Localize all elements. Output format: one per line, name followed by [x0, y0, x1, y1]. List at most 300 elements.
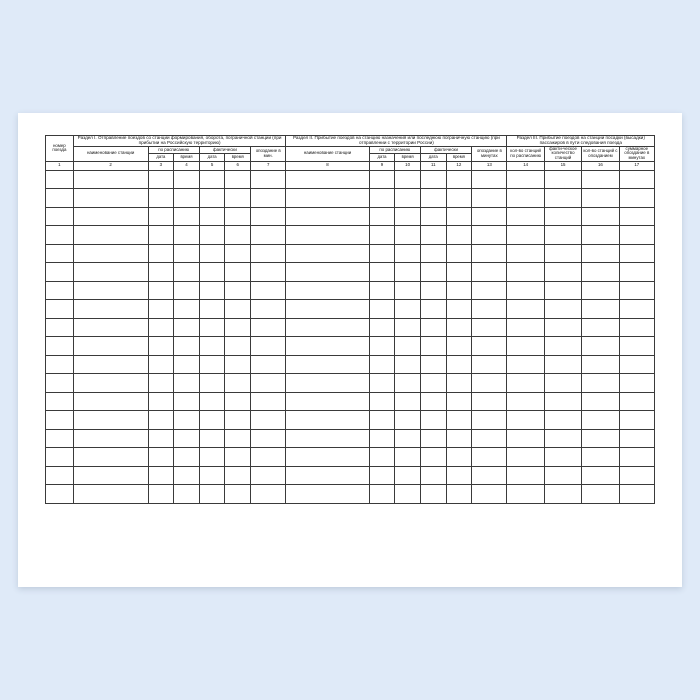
table-cell[interactable] [507, 244, 544, 263]
table-cell[interactable] [472, 244, 507, 263]
table-cell[interactable] [507, 374, 544, 393]
table-cell[interactable] [395, 207, 421, 226]
table-cell[interactable] [148, 411, 174, 430]
table-cell[interactable] [420, 207, 446, 226]
table-cell[interactable] [225, 189, 251, 208]
table-cell[interactable] [544, 392, 581, 411]
table-cell[interactable] [544, 263, 581, 282]
table-cell[interactable] [286, 189, 369, 208]
table-cell[interactable] [420, 411, 446, 430]
table-cell[interactable] [395, 244, 421, 263]
table-cell[interactable] [369, 170, 395, 189]
table-cell[interactable] [199, 318, 225, 337]
table-row[interactable] [46, 374, 655, 393]
table-cell[interactable] [507, 189, 544, 208]
table-cell[interactable] [507, 300, 544, 319]
table-cell[interactable] [507, 318, 544, 337]
table-cell[interactable] [619, 226, 654, 245]
table-cell[interactable] [582, 448, 619, 467]
table-cell[interactable] [472, 355, 507, 374]
table-cell[interactable] [148, 300, 174, 319]
table-row[interactable] [46, 226, 655, 245]
table-cell[interactable] [286, 429, 369, 448]
table-cell[interactable] [174, 281, 200, 300]
table-cell[interactable] [619, 355, 654, 374]
table-row[interactable] [46, 281, 655, 300]
table-cell[interactable] [446, 226, 472, 245]
table-cell[interactable] [199, 429, 225, 448]
table-cell[interactable] [472, 448, 507, 467]
table-cell[interactable] [507, 448, 544, 467]
table-cell[interactable] [544, 337, 581, 356]
table-cell[interactable] [472, 337, 507, 356]
table-cell[interactable] [544, 374, 581, 393]
table-cell[interactable] [446, 485, 472, 504]
table-cell[interactable] [225, 374, 251, 393]
table-cell[interactable] [251, 448, 286, 467]
table-cell[interactable] [73, 411, 148, 430]
table-cell[interactable] [148, 263, 174, 282]
table-cell[interactable] [544, 429, 581, 448]
table-cell[interactable] [582, 355, 619, 374]
table-cell[interactable] [46, 244, 74, 263]
table-cell[interactable] [174, 355, 200, 374]
table-cell[interactable] [507, 429, 544, 448]
table-cell[interactable] [472, 392, 507, 411]
table-cell[interactable] [286, 300, 369, 319]
table-cell[interactable] [369, 448, 395, 467]
table-cell[interactable] [582, 429, 619, 448]
table-row[interactable] [46, 429, 655, 448]
table-cell[interactable] [148, 281, 174, 300]
table-cell[interactable] [199, 466, 225, 485]
table-cell[interactable] [73, 189, 148, 208]
table-cell[interactable] [199, 300, 225, 319]
table-cell[interactable] [174, 429, 200, 448]
table-cell[interactable] [582, 485, 619, 504]
table-cell[interactable] [46, 170, 74, 189]
table-cell[interactable] [73, 281, 148, 300]
table-cell[interactable] [73, 263, 148, 282]
table-cell[interactable] [472, 300, 507, 319]
table-cell[interactable] [46, 411, 74, 430]
table-cell[interactable] [369, 337, 395, 356]
table-cell[interactable] [174, 318, 200, 337]
table-cell[interactable] [472, 281, 507, 300]
table-cell[interactable] [395, 448, 421, 467]
table-cell[interactable] [73, 355, 148, 374]
table-cell[interactable] [199, 392, 225, 411]
table-cell[interactable] [420, 300, 446, 319]
table-cell[interactable] [582, 411, 619, 430]
table-cell[interactable] [395, 226, 421, 245]
table-cell[interactable] [199, 485, 225, 504]
table-cell[interactable] [251, 411, 286, 430]
table-cell[interactable] [619, 300, 654, 319]
table-cell[interactable] [395, 318, 421, 337]
table-cell[interactable] [73, 466, 148, 485]
table-cell[interactable] [286, 466, 369, 485]
table-cell[interactable] [286, 374, 369, 393]
table-row[interactable] [46, 189, 655, 208]
table-cell[interactable] [225, 355, 251, 374]
table-cell[interactable] [225, 281, 251, 300]
table-cell[interactable] [395, 429, 421, 448]
table-cell[interactable] [507, 411, 544, 430]
table-cell[interactable] [251, 263, 286, 282]
table-cell[interactable] [174, 300, 200, 319]
table-cell[interactable] [148, 318, 174, 337]
table-cell[interactable] [46, 392, 74, 411]
table-cell[interactable] [369, 355, 395, 374]
table-cell[interactable] [286, 337, 369, 356]
table-cell[interactable] [446, 244, 472, 263]
table-cell[interactable] [73, 485, 148, 504]
table-row[interactable] [46, 244, 655, 263]
table-cell[interactable] [174, 207, 200, 226]
table-cell[interactable] [369, 207, 395, 226]
table-cell[interactable] [46, 281, 74, 300]
table-cell[interactable] [395, 392, 421, 411]
table-cell[interactable] [619, 485, 654, 504]
table-cell[interactable] [251, 318, 286, 337]
table-cell[interactable] [46, 300, 74, 319]
table-cell[interactable] [420, 374, 446, 393]
table-cell[interactable] [544, 411, 581, 430]
table-cell[interactable] [46, 337, 74, 356]
table-cell[interactable] [199, 448, 225, 467]
table-cell[interactable] [174, 226, 200, 245]
table-cell[interactable] [619, 392, 654, 411]
table-cell[interactable] [507, 170, 544, 189]
table-cell[interactable] [619, 170, 654, 189]
table-cell[interactable] [544, 244, 581, 263]
table-row[interactable] [46, 318, 655, 337]
table-cell[interactable] [619, 337, 654, 356]
table-cell[interactable] [472, 318, 507, 337]
table-cell[interactable] [199, 207, 225, 226]
table-cell[interactable] [148, 355, 174, 374]
table-cell[interactable] [251, 226, 286, 245]
table-cell[interactable] [225, 448, 251, 467]
table-cell[interactable] [446, 355, 472, 374]
table-cell[interactable] [544, 226, 581, 245]
table-cell[interactable] [225, 300, 251, 319]
table-row[interactable] [46, 300, 655, 319]
table-cell[interactable] [251, 429, 286, 448]
table-cell[interactable] [225, 411, 251, 430]
table-row[interactable] [46, 485, 655, 504]
table-cell[interactable] [619, 448, 654, 467]
table-cell[interactable] [544, 189, 581, 208]
table-cell[interactable] [395, 374, 421, 393]
table-cell[interactable] [619, 189, 654, 208]
table-cell[interactable] [174, 337, 200, 356]
table-cell[interactable] [472, 189, 507, 208]
table-cell[interactable] [46, 485, 74, 504]
table-cell[interactable] [582, 466, 619, 485]
table-cell[interactable] [174, 170, 200, 189]
table-cell[interactable] [251, 355, 286, 374]
table-cell[interactable] [446, 281, 472, 300]
table-cell[interactable] [472, 263, 507, 282]
table-cell[interactable] [472, 466, 507, 485]
table-cell[interactable] [251, 281, 286, 300]
table-cell[interactable] [544, 448, 581, 467]
table-cell[interactable] [225, 466, 251, 485]
table-row[interactable] [46, 448, 655, 467]
table-cell[interactable] [472, 411, 507, 430]
table-cell[interactable] [619, 263, 654, 282]
table-cell[interactable] [446, 207, 472, 226]
table-cell[interactable] [507, 263, 544, 282]
table-cell[interactable] [46, 207, 74, 226]
table-cell[interactable] [46, 448, 74, 467]
table-cell[interactable] [251, 337, 286, 356]
table-cell[interactable] [225, 318, 251, 337]
table-cell[interactable] [174, 411, 200, 430]
table-cell[interactable] [369, 189, 395, 208]
table-cell[interactable] [395, 411, 421, 430]
table-cell[interactable] [225, 337, 251, 356]
table-cell[interactable] [174, 485, 200, 504]
table-cell[interactable] [507, 485, 544, 504]
table-cell[interactable] [174, 448, 200, 467]
table-cell[interactable] [544, 466, 581, 485]
table-cell[interactable] [395, 485, 421, 504]
table-cell[interactable] [148, 170, 174, 189]
table-cell[interactable] [199, 355, 225, 374]
table-cell[interactable] [544, 207, 581, 226]
table-cell[interactable] [286, 207, 369, 226]
table-cell[interactable] [73, 300, 148, 319]
table-cell[interactable] [251, 189, 286, 208]
table-cell[interactable] [369, 226, 395, 245]
table-cell[interactable] [446, 337, 472, 356]
table-cell[interactable] [148, 337, 174, 356]
table-cell[interactable] [369, 429, 395, 448]
table-cell[interactable] [446, 189, 472, 208]
table-cell[interactable] [395, 337, 421, 356]
table-cell[interactable] [395, 300, 421, 319]
table-cell[interactable] [46, 226, 74, 245]
table-cell[interactable] [199, 337, 225, 356]
table-row[interactable] [46, 170, 655, 189]
table-cell[interactable] [507, 392, 544, 411]
table-row[interactable] [46, 411, 655, 430]
table-cell[interactable] [420, 263, 446, 282]
table-cell[interactable] [251, 170, 286, 189]
table-cell[interactable] [46, 374, 74, 393]
table-cell[interactable] [619, 466, 654, 485]
table-cell[interactable] [73, 226, 148, 245]
table-cell[interactable] [507, 337, 544, 356]
table-cell[interactable] [46, 263, 74, 282]
table-cell[interactable] [446, 392, 472, 411]
table-cell[interactable] [251, 207, 286, 226]
table-cell[interactable] [582, 170, 619, 189]
table-cell[interactable] [544, 170, 581, 189]
table-cell[interactable] [73, 318, 148, 337]
table-row[interactable] [46, 263, 655, 282]
table-cell[interactable] [369, 300, 395, 319]
table-cell[interactable] [420, 189, 446, 208]
table-cell[interactable] [472, 374, 507, 393]
table-cell[interactable] [507, 355, 544, 374]
table-cell[interactable] [544, 485, 581, 504]
table-cell[interactable] [46, 189, 74, 208]
table-cell[interactable] [582, 392, 619, 411]
table-cell[interactable] [420, 318, 446, 337]
table-cell[interactable] [251, 244, 286, 263]
table-cell[interactable] [225, 392, 251, 411]
table-cell[interactable] [446, 170, 472, 189]
table-cell[interactable] [369, 411, 395, 430]
table-cell[interactable] [446, 448, 472, 467]
table-cell[interactable] [619, 429, 654, 448]
table-cell[interactable] [286, 355, 369, 374]
table-cell[interactable] [369, 466, 395, 485]
table-cell[interactable] [148, 244, 174, 263]
table-cell[interactable] [148, 466, 174, 485]
table-cell[interactable] [420, 355, 446, 374]
table-cell[interactable] [286, 244, 369, 263]
table-cell[interactable] [507, 281, 544, 300]
table-cell[interactable] [472, 429, 507, 448]
table-cell[interactable] [507, 466, 544, 485]
table-cell[interactable] [446, 263, 472, 282]
table-cell[interactable] [73, 374, 148, 393]
table-cell[interactable] [251, 466, 286, 485]
table-cell[interactable] [369, 263, 395, 282]
table-cell[interactable] [395, 466, 421, 485]
table-cell[interactable] [148, 207, 174, 226]
table-cell[interactable] [420, 337, 446, 356]
table-cell[interactable] [286, 318, 369, 337]
table-cell[interactable] [472, 485, 507, 504]
table-cell[interactable] [199, 170, 225, 189]
table-cell[interactable] [286, 485, 369, 504]
table-cell[interactable] [420, 170, 446, 189]
table-cell[interactable] [472, 170, 507, 189]
table-cell[interactable] [582, 244, 619, 263]
table-cell[interactable] [225, 244, 251, 263]
table-cell[interactable] [148, 189, 174, 208]
table-cell[interactable] [446, 374, 472, 393]
table-cell[interactable] [582, 263, 619, 282]
table-cell[interactable] [395, 263, 421, 282]
table-cell[interactable] [507, 207, 544, 226]
table-cell[interactable] [420, 466, 446, 485]
table-cell[interactable] [73, 170, 148, 189]
table-cell[interactable] [395, 281, 421, 300]
table-cell[interactable] [446, 411, 472, 430]
table-cell[interactable] [369, 374, 395, 393]
table-cell[interactable] [369, 244, 395, 263]
table-cell[interactable] [446, 429, 472, 448]
table-cell[interactable] [446, 300, 472, 319]
table-cell[interactable] [174, 189, 200, 208]
table-cell[interactable] [251, 300, 286, 319]
table-cell[interactable] [225, 429, 251, 448]
table-cell[interactable] [73, 429, 148, 448]
table-cell[interactable] [73, 244, 148, 263]
table-cell[interactable] [369, 485, 395, 504]
table-row[interactable] [46, 466, 655, 485]
table-cell[interactable] [286, 411, 369, 430]
table-cell[interactable] [148, 226, 174, 245]
table-row[interactable] [46, 337, 655, 356]
table-cell[interactable] [420, 281, 446, 300]
table-cell[interactable] [395, 355, 421, 374]
table-cell[interactable] [582, 374, 619, 393]
table-cell[interactable] [544, 355, 581, 374]
table-cell[interactable] [395, 170, 421, 189]
table-cell[interactable] [199, 411, 225, 430]
table-cell[interactable] [544, 281, 581, 300]
table-cell[interactable] [46, 355, 74, 374]
table-cell[interactable] [369, 392, 395, 411]
table-cell[interactable] [73, 207, 148, 226]
table-cell[interactable] [582, 281, 619, 300]
table-cell[interactable] [369, 318, 395, 337]
table-cell[interactable] [619, 374, 654, 393]
table-cell[interactable] [225, 170, 251, 189]
table-cell[interactable] [286, 263, 369, 282]
table-cell[interactable] [174, 392, 200, 411]
table-cell[interactable] [199, 374, 225, 393]
table-cell[interactable] [148, 485, 174, 504]
table-cell[interactable] [619, 281, 654, 300]
table-cell[interactable] [472, 207, 507, 226]
table-cell[interactable] [199, 189, 225, 208]
table-cell[interactable] [472, 226, 507, 245]
table-cell[interactable] [420, 448, 446, 467]
table-cell[interactable] [225, 263, 251, 282]
table-row[interactable] [46, 207, 655, 226]
table-cell[interactable] [619, 244, 654, 263]
table-cell[interactable] [446, 318, 472, 337]
table-cell[interactable] [286, 448, 369, 467]
table-cell[interactable] [420, 244, 446, 263]
table-cell[interactable] [582, 207, 619, 226]
table-cell[interactable] [420, 392, 446, 411]
table-cell[interactable] [46, 318, 74, 337]
table-cell[interactable] [225, 485, 251, 504]
table-cell[interactable] [73, 337, 148, 356]
table-cell[interactable] [174, 244, 200, 263]
table-cell[interactable] [46, 466, 74, 485]
table-cell[interactable] [251, 485, 286, 504]
table-cell[interactable] [251, 392, 286, 411]
table-cell[interactable] [619, 318, 654, 337]
table-cell[interactable] [420, 485, 446, 504]
table-cell[interactable] [286, 281, 369, 300]
table-cell[interactable] [582, 337, 619, 356]
table-cell[interactable] [286, 170, 369, 189]
table-cell[interactable] [395, 189, 421, 208]
table-cell[interactable] [544, 300, 581, 319]
table-cell[interactable] [199, 244, 225, 263]
table-cell[interactable] [73, 392, 148, 411]
table-cell[interactable] [199, 263, 225, 282]
table-cell[interactable] [286, 392, 369, 411]
table-cell[interactable] [619, 207, 654, 226]
table-cell[interactable] [420, 429, 446, 448]
table-cell[interactable] [251, 374, 286, 393]
table-cell[interactable] [199, 281, 225, 300]
table-cell[interactable] [174, 374, 200, 393]
